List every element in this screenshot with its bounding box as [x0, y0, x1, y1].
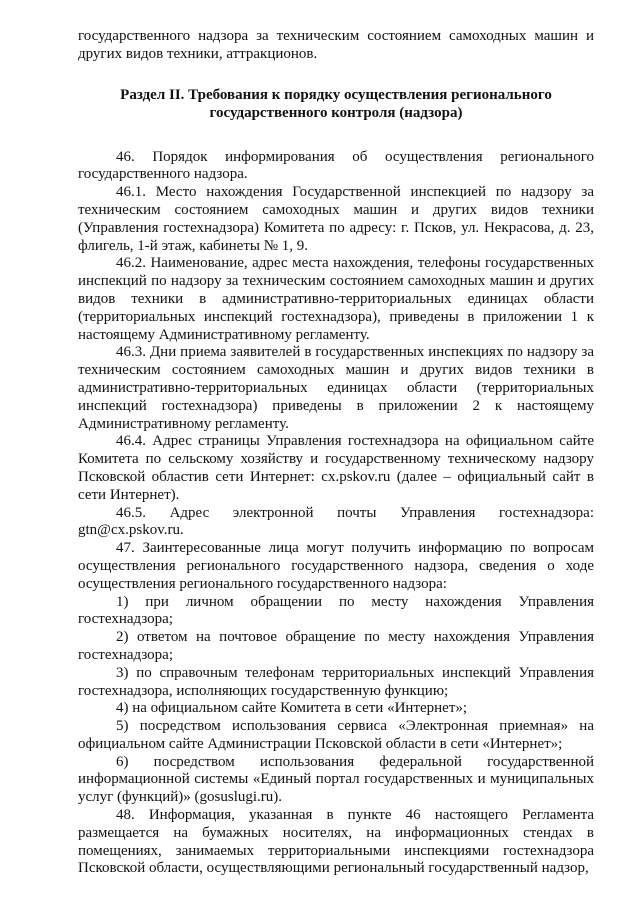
- paragraph-48: 48. Информация, указанная в пункте 46 настоящего Регламента размещается на бумажных носителях, на информационных стендах в помещениях, занимаемых территориальными инспекциями гостехнадзора Псковской области, осуществляющими региональный государственный надзор,: [78, 807, 594, 877]
- list-item-4: 4) на официальном сайте Комитета в сети «Интернет»;: [116, 700, 468, 717]
- paragraph-46: 46. Порядок информирования об осуществления регионального государственного надзора.: [78, 148, 594, 183]
- paragraph-46-5: 46.5. Адрес электронной почты Управления гостехнадзора: gtn@cx.pskov.ru.: [78, 504, 594, 539]
- list-item-5: 5) посредством использования сервиса «Электронная приемная» на официальном сайте Администрации Псковской области в сети «Интернет»;: [78, 718, 594, 752]
- section-heading: [78, 86, 594, 123]
- paragraph-46-1: 46.1. Место нахождения Государственной инспекцией по надзору за техническим состоянием самоходных машин и других видов техники (Управления гостехнадзора) Комитета по адресу: г. Псков, ул. Некрасова, д. 23, флигель, 1-й этаж, кабинеты № 1, 9.: [78, 184, 594, 254]
- list-item-2: 2) ответом на почтовое обращение по месту нахождения Управления гостехнадзора;: [78, 629, 594, 663]
- list-item-1: 1) при личном обращении по месту нахождения Управления гостехнадзора;: [78, 593, 594, 628]
- section-heading-line-1: Раздел II. Требования к порядку осуществления регионального: [120, 86, 552, 103]
- section-heading-line-2: государственного контроля (надзора): [209, 105, 463, 122]
- document-page: [78, 28, 594, 878]
- continuation-text: государственного надзора за техническим состоянием самоходных машин и других видов техники, аттракционов.: [78, 28, 594, 62]
- paragraph-46-2: 46.2. Наименование, адрес места нахождения, телефоны государственных инспекций по надзору за техническим состоянием самоходных машин и других видов техники в административно-территориальных единицах области (территориальных инспекций гостехнадзора), приведены в приложении 1 к настоящему Административному регламенту.: [78, 255, 594, 343]
- paragraph-46-4: 46.4. Адрес страницы Управления гостехнадзора на официальном сайте Комитета по сельскому хозяйству и государственному техническому надзору Псковской областив сети Интернет: cx.pskov.ru (далее – официальный сайт в сети Интернет).: [78, 433, 594, 503]
- list-item-6: 6) посредством использования федеральной государственной информационной системы «Единый портал государственных и муниципальных услуг (функций)» (gosuslugi.ru).: [78, 753, 594, 806]
- list-item-3: 3) по справочным телефонам территориальных инспекций Управления гостехнадзора, исполняющих государственную функцию;: [78, 664, 594, 699]
- paragraph-47: 47. Заинтересованные лица могут получить информацию по вопросам осуществления регионального государственного надзора, сведения о ходе осуществления регионального государственного надзора:: [78, 540, 594, 592]
- paragraph-46-3: 46.3. Дни приема заявителей в государственных инспекциях по надзору за техническим состоянием самоходных машин и других видов техники в административно-территориальных единицах области (территориальных инспекций гостехнадзора) приведены в приложении 2 к настоящему Административному регламенту.: [78, 344, 594, 432]
